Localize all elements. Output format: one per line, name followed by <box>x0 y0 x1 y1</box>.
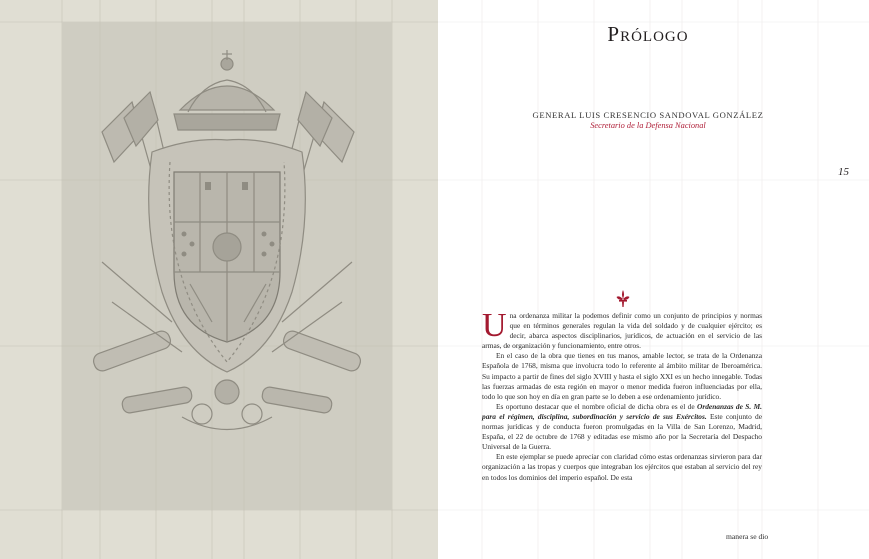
paragraph-3-text: Es oportuno destacar que el nombre oficial de dicha obra es el de <box>496 401 695 411</box>
ordinance-title: Ordenanzas de S. M. para el régimen, disciplina, subordinación y servicio de sus Exércitos. <box>482 401 762 421</box>
paragraph-3-continued: Este conjunto de normas jurídicas y de conducta fueron promulgadas en la Villa de San Lorenzo, Madrid, España, el 22 de octubre de 1768 y editadas ese mismo año por la Secretaría del Despacho Universal de la Guerra. <box>482 411 762 452</box>
page-number: 15 <box>838 166 849 178</box>
right-page <box>438 0 869 559</box>
chapter-title: Prólogo <box>607 22 689 46</box>
author-name: GENERAL LUIS CRESENCIO SANDOVAL GONZÁLEZ <box>532 110 764 120</box>
fleur-de-lis-icon <box>616 290 630 308</box>
engraving-plate <box>62 22 392 510</box>
coat-of-arms-image <box>62 22 392 510</box>
paragraph-3 <box>482 402 762 452</box>
continuation-text: manera se dio <box>726 532 769 541</box>
drop-cap: U <box>482 307 507 344</box>
paragraph-2: En el caso de la obra que tienes en tus manos, amable lector, se trata de la Ordenanza Española de 1768, misma que involucra todo lo referente al ámbito militar de Iberoamérica. Su impacto a partir de fines del siglo XVIII y hasta el siglo XXI es un hecho innegable. Todas las fuerzas armadas de esta región en mayor o menor medida fueron influenciadas por ella, todo lo que son hoy en día en gran parte se lo deben a ese ordenamiento jurídico. <box>482 351 762 401</box>
author-role: Secretario de la Defensa Nacional <box>590 121 706 130</box>
paragraph-1 <box>482 307 762 351</box>
prologue-body <box>482 307 762 483</box>
paragraph-4: En este ejemplar se puede apreciar con claridad cómo estas ordenanzas sirvieron para dar organización a las tropas y cuerpos que integraban los ejércitos que estaban al servicio del rey en todos los dominios del imperio español. De esta <box>482 452 762 482</box>
paragraph-1-text: na ordenanza militar la podemos definir como un conjunto de principios y normas que en términos generales regulan la vida del soldado y de cualquier ejército; es decir, abarca aspectos disciplinarios, jurídicos, de actuación en el servicio de las armas, de organización y funcionamiento, entre otros. <box>482 311 762 351</box>
